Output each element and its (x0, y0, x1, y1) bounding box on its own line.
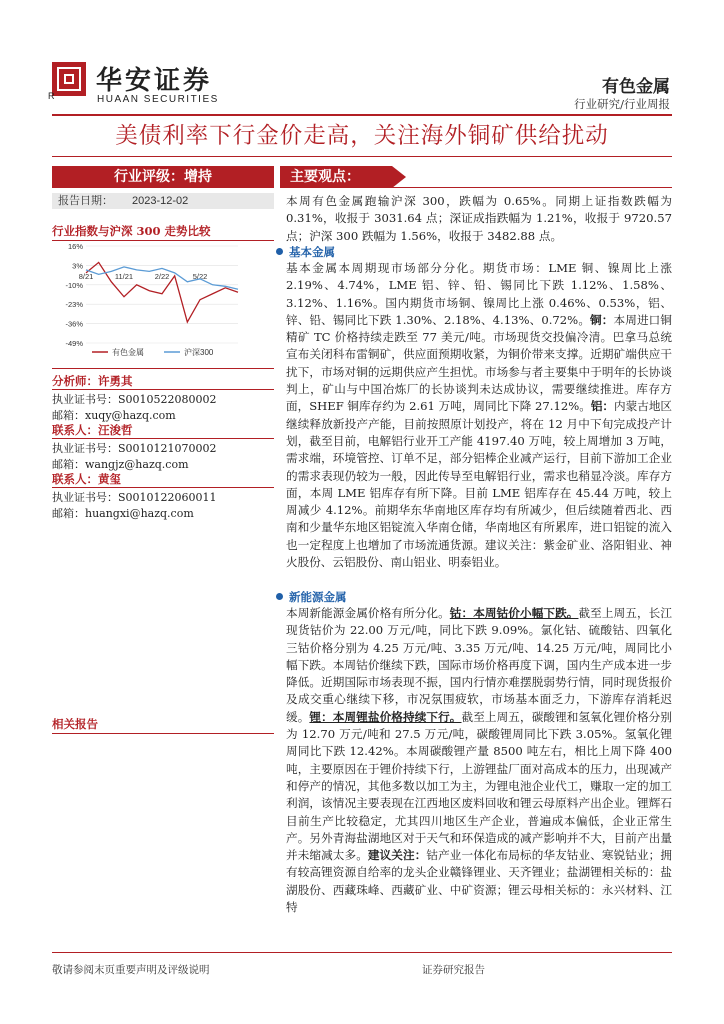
logo-name-cn: 华安证券 (96, 66, 213, 96)
industry-rating: 行业评级：增持 (52, 166, 274, 188)
cobalt-label: 钴：本周钴价小幅下跌。 (449, 606, 579, 620)
logo-icon (52, 62, 86, 96)
index-comparison-chart (52, 238, 274, 363)
y-tick-label: 3% (72, 261, 83, 271)
title-divider (52, 156, 672, 157)
analyst-rule (52, 389, 274, 390)
report-type: 行业研究/行业周报 (574, 97, 670, 111)
key-points-heading: 主要观点： (280, 166, 392, 188)
intro-paragraph (286, 193, 672, 245)
contact1-rule (52, 438, 274, 439)
contact1-cert: 执业证书号：S0010121070002 (52, 442, 217, 455)
lithium-label: 锂：本周锂盐价格持续下行。 (309, 709, 462, 724)
y-tick-label: 16% (67, 242, 83, 251)
intro-text: 本周有色金属跑输沪深 300，跌幅为 0.65%。同期上证指数跌幅为 0.31%，收报于 3031.64 点；深证成指跌幅为 1.21%，收报于 9720.57 点；沪深 300 跌幅为 1.56%，收报于 3482.88 点。 (286, 194, 672, 243)
chart-heading: 行业指数与沪深 300 走势比较 (52, 224, 211, 238)
analyst-email: 邮箱：xuqy@hazq.com (52, 409, 176, 422)
footer-divider (52, 952, 672, 953)
analyst-heading: 分析师：许勇其 (52, 374, 133, 388)
base-metals-futures: 基本金属本周期现市场部分分化。期货市场：LME 铜、镍周比上涨 2.19%、4.74%，LME 铝、锌、铅、锡同比下跌 1.12%、1.58%、3.12%、1.16%。国内期货市场铜、镍周比上涨 0.46%、0.53%，铝、锌、铅、锡同比下跌 1.30%、2.18%、4.13%、0.72%。 (286, 261, 672, 327)
contact1-email: 邮箱：wangjz@hazq.com (52, 458, 189, 471)
section-base-metals (276, 244, 335, 260)
sector-name: 有色金属 (602, 77, 670, 97)
header-divider (52, 114, 672, 116)
copper-label: 铜： (590, 312, 614, 327)
related-reports-rule (52, 733, 274, 734)
aluminum-label: 铝： (590, 399, 615, 414)
legend-label: 有色金属 (112, 348, 144, 357)
contact2-rule (52, 487, 274, 488)
lithium-text: 截至上周五，碳酸锂和氢氧化锂价格分别为 12.70 万元/吨和 27.5 万元/吨，碳酸锂周同比下跌 3.05%。氢氧化锂周同比下跌 12.42%。本周碳酸锂产量 8500 吨左右，相比上周下降 400 吨，主要原因在于锂价持续下行，上游锂盐厂面对高成本的压力，出现减产和停产的情况，其他多数以加工为主，为锂电池企业代工，赚取一定的加工利润，该情况主要表现在江西地区废料回收和锂云母原料产出企业。锂辉石目前生产比较稳定，尤其四川地区生产企业，普遍成本偏低，企业正常生产。另外青海盐湖地区对于天气和环保造成的减产影响并不大，目前产出量并未缩减太多。 (286, 709, 672, 863)
registered-mark: R (48, 91, 55, 101)
contact2-cert: 执业证书号：S0010122060011 (52, 491, 217, 504)
key-points-rule (392, 187, 672, 188)
recommend-text: 钴产业一体化布局标的华友钴业、寒锐钴业；拥有较高锂资源自给率的龙头企业赣锋锂业、天齐锂业；盐湖锂相关标的：盐湖股份、西藏珠峰、西藏矿业、中矿资源；锂云母相关标的：永兴材料、江特 (286, 848, 672, 915)
section-base-metals-title: 基本金属 (289, 245, 335, 259)
new-energy-body (286, 605, 672, 916)
chart-bottom-rule (52, 368, 274, 369)
contact2-email: 邮箱：huangxi@hazq.com (52, 507, 194, 520)
logo-name-en: HUAAN SECURITIES (97, 94, 219, 105)
x-tick-label: 8/21 (78, 271, 94, 281)
base-metals-body (286, 260, 672, 571)
contact2-heading: 联系人：黄玺 (52, 472, 121, 486)
contact1-heading: 联系人：汪浚哲 (52, 423, 133, 437)
report-date-row (52, 193, 274, 209)
report-date-label: 报告日期： (58, 194, 113, 207)
new-energy-intro: 本周新能源金属价格有所分化。 (286, 606, 450, 620)
x-tick-label: 5/22 (192, 271, 208, 281)
section-new-energy-title: 新能源金属 (289, 590, 347, 604)
y-tick-label: -23% (65, 300, 83, 310)
footer-disclaimer: 敬请参阅末页重要声明及评级说明 (52, 964, 210, 976)
recommend-label: 建议关注： (367, 848, 427, 863)
cobalt-text: 截至上周五，长江现货钴价为 22.00 万元/吨，同比下跌 9.09%。氯化钴、硫酸钴、四氧化三钴价格分别为 4.25 万元/吨、3.35 万元/吨、14.25 万元/吨，周同比小幅下跌。本周钴价继续下跌，国际市场价格再度下调，国内生产成本进一步降低。近期国际市场表现不振，国内行情亦难摆脱弱势行情，同时现货报价及成交重心继续下移，市况氛围疲软，市场基本面乏力，下游库存消耗迟缓。 (286, 606, 672, 724)
y-tick-label: -49% (65, 339, 83, 348)
x-tick-label: 11/21 (114, 271, 134, 281)
bullet-icon (276, 593, 283, 600)
analyst-cert: 执业证书号：S0010522080002 (52, 393, 217, 406)
bullet-icon (276, 248, 283, 255)
aluminum-text: 内蒙古地区继续释放新投产产能，目前按照原计划投产，将在 12 月中下旬完成投产计划，截至目前，电解铝行业开工产能 4197.40 万吨，较上周增加 3 万吨，需求端，环境管控、订单不足，部分铝棒企业减产运行，目前下游加工企业的需求表现仍较为一般，因此传导至电解铝行业，需求也稍显冷淡。库存方面，本周 LME 铝库存有所下降。目前 LME 铝库存在 45.44 万吨，较上周减少 4.12%。前期华东华南地区库存均有所减少，但后续随着西北、西南和少量华东地区铝锭流入华南仓储，华南地区有所累库，进口铝锭的流入也一定程度上也增加了市场流通货源。建议关注：紫金矿业、洛阳钼业、神火股份、云铝股份、南山铝业、明泰铝业。 (286, 399, 673, 570)
related-reports-heading: 相关报告 (52, 717, 98, 731)
section-new-energy-metals (276, 589, 347, 605)
x-tick-label: 2/22 (154, 271, 170, 281)
footer-report-label: 证券研究报告 (422, 964, 485, 976)
legend-label: 沪深300 (184, 348, 214, 357)
y-tick-label: -10% (65, 280, 83, 290)
report-title: 美债利率下行金价走高，关注海外铜矿供给扰动 (115, 123, 609, 149)
report-date-value: 2023-12-02 (132, 195, 189, 207)
copper-text: 本周进口铜精矿 TC 价格持续走跌至 77 美元/吨。市场现货交投偏冷清。巴拿马总统宣布关闭科布雷铜矿，供应面预期收紧，为铜价带来支撑。近期矿端供应干扰下，市场对铜的远期供应产生担忧。市场参与者主要集中于明年的长协谈判上，矿山与中国冶炼厂的长协谈判未达成协议，需要继续推进。库存方面，SHEF 铜库存约为 2.61 万吨，周同比下降 27.12%。 (286, 312, 672, 414)
y-tick-label: -36% (65, 319, 83, 329)
